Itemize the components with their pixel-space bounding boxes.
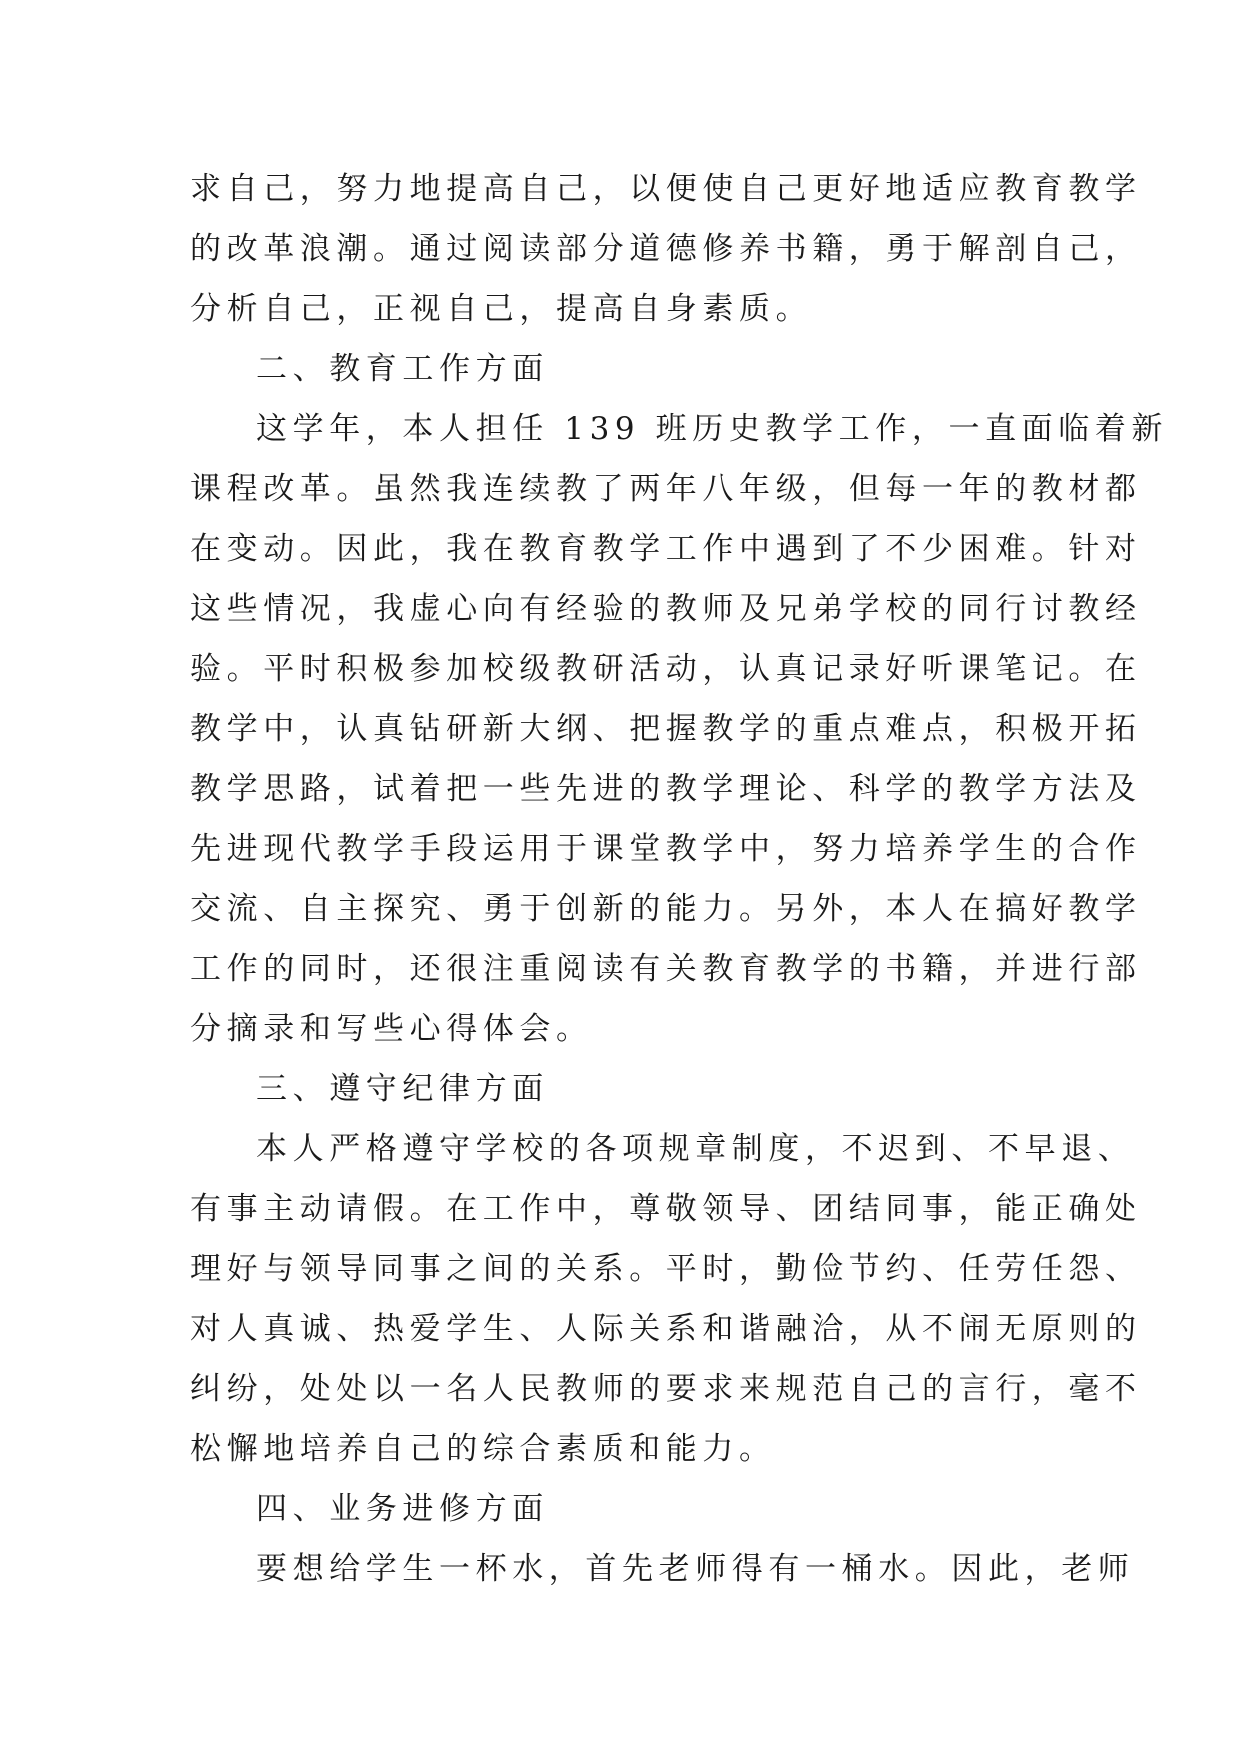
text-line: 教学中，认真钻研新大纲、把握教学的重点难点，积极开拓	[190, 711, 1142, 747]
text-line: 教学思路，试着把一些先进的教学理论、科学的教学方法及	[190, 771, 1142, 807]
text-line: 本人严格遵守学校的各项规章制度，不迟到、不早退、	[256, 1131, 1135, 1167]
text-line: 先进现代教学手段运用于课堂教学中，努力培养学生的合作	[190, 831, 1142, 867]
text-line: 纠纷，处处以一名人民教师的要求来规范自己的言行，毫不	[190, 1371, 1142, 1407]
text-line: 分析自己，正视自己，提高自身素质。	[190, 291, 813, 327]
text-line: 这些情况，我虚心向有经验的教师及兄弟学校的同行讨教经	[190, 591, 1142, 627]
text-line: 要想给学生一杯水，首先老师得有一桶水。因此，老师	[256, 1551, 1135, 1587]
section-heading: 二、教育工作方面	[256, 351, 549, 387]
text-line: 理好与领导同事之间的关系。平时，勤俭节约、任劳任怨、	[190, 1251, 1142, 1287]
text-line: 在变动。因此，我在教育教学工作中遇到了不少困难。针对	[190, 531, 1142, 567]
text-line: 工作的同时，还很注重阅读有关教育教学的书籍，并进行部	[190, 951, 1142, 987]
document-body	[190, 159, 1169, 1599]
text-line: 有事主动请假。在工作中，尊敬领导、团结同事，能正确处	[190, 1191, 1142, 1227]
text-line: 对人真诚、热爱学生、人际关系和谐融洽，从不闹无原则的	[190, 1311, 1142, 1347]
text-line: 交流、自主探究、勇于创新的能力。另外，本人在搞好教学	[190, 891, 1142, 927]
text-line: 课程改革。虽然我连续教了两年八年级，但每一年的教材都	[190, 471, 1142, 507]
section-heading: 三、遵守纪律方面	[256, 1071, 549, 1107]
text-line: 的改革浪潮。通过阅读部分道德修养书籍，勇于解剖自己，	[190, 231, 1142, 267]
text-line: 松懈地培养自己的综合素质和能力。	[190, 1431, 776, 1467]
text-line: 求自己，努力地提高自己，以便使自己更好地适应教育教学	[190, 171, 1142, 207]
section-heading: 四、业务进修方面	[256, 1491, 549, 1527]
text-line: 这学年，本人担任 139 班历史教学工作，一直面临着新	[256, 411, 1169, 447]
text-line: 验。平时积极参加校级教研活动，认真记录好听课笔记。在	[190, 651, 1142, 687]
text-line: 分摘录和写些心得体会。	[190, 1011, 593, 1047]
